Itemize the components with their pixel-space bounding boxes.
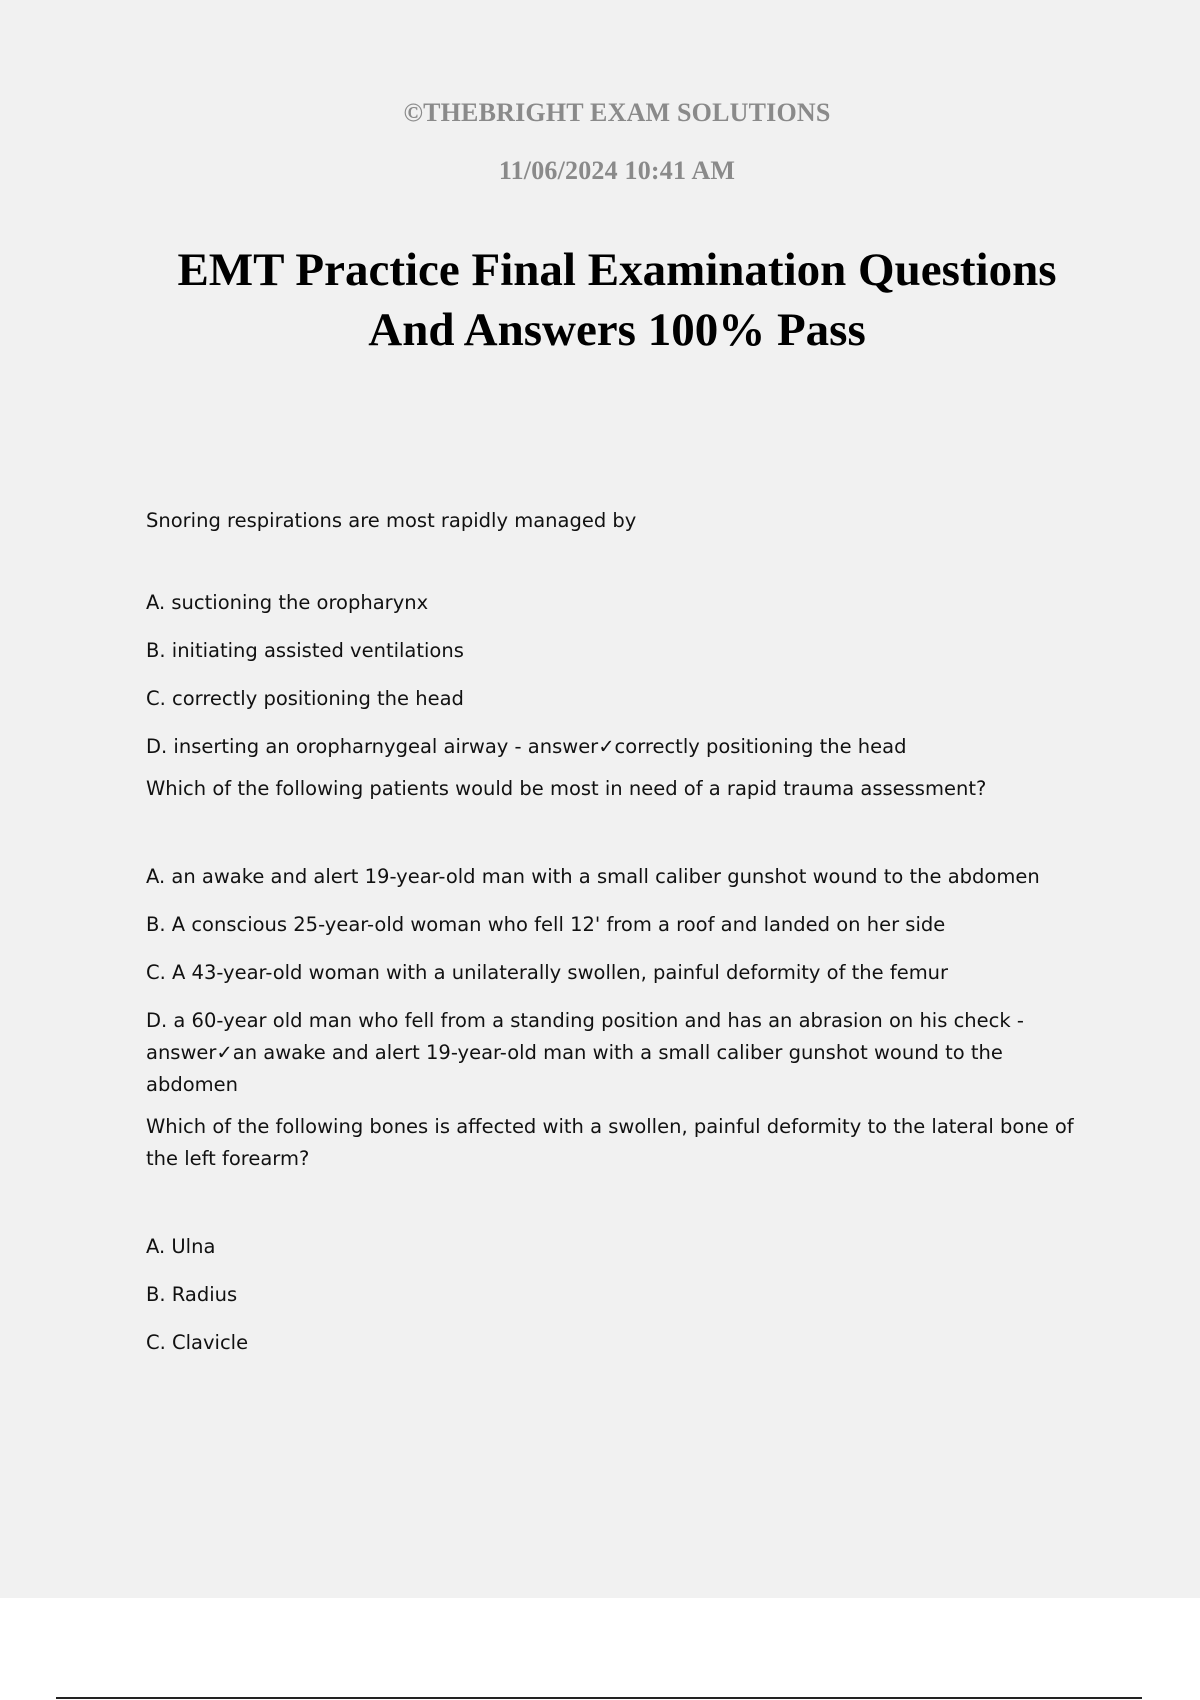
document-title <box>0 240 1200 360</box>
question-list <box>146 505 1086 1375</box>
timestamp: 11/06/2024 10:41 AM <box>498 156 736 185</box>
title-line-1: EMT Practice Final Examination Questions <box>177 244 1057 296</box>
answer-option: A. suctioning the oropharynx <box>146 591 429 614</box>
answer-option: B. A conscious 25-year-old woman who fell 12' from a roof and landed on her side <box>146 913 946 936</box>
answer-option-with-answer: D. a 60-year old man who fell from a standing position and has an abrasion on his check - answer✓an awake and alert 19-year-old man with a small caliber gunshot wound to the abdomen <box>146 1009 1024 1096</box>
title-line-2: And Answers 100% Pass <box>368 304 866 356</box>
answer-option: A. Ulna <box>146 1235 216 1258</box>
footer-divider <box>56 1697 1142 1699</box>
answer-option: A. an awake and alert 19-year-old man with a small caliber gunshot wound to the abdomen <box>146 865 1040 888</box>
question-text: Which of the following bones is affected with a swollen, painful deformity to the lateral bone of the left forearm? <box>146 1115 1074 1170</box>
question-text: Which of the following patients would be most in need of a rapid trauma assessment? <box>146 777 987 800</box>
answer-option: C. Clavicle <box>146 1331 249 1354</box>
answer-option-with-answer: D. inserting an oropharnygeal airway - answer✓correctly positioning the head <box>146 735 907 758</box>
answer-option: C. A 43-year-old woman with a unilaterally swollen, painful deformity of the femur <box>146 961 949 984</box>
brand-header: ©THEBRIGHT EXAM SOLUTIONS <box>403 98 831 127</box>
answer-option: B. Radius <box>146 1283 238 1306</box>
question-text: Snoring respirations are most rapidly managed by <box>146 509 637 532</box>
answer-option: B. initiating assisted ventilations <box>146 639 464 662</box>
answer-option: C. correctly positioning the head <box>146 687 464 710</box>
